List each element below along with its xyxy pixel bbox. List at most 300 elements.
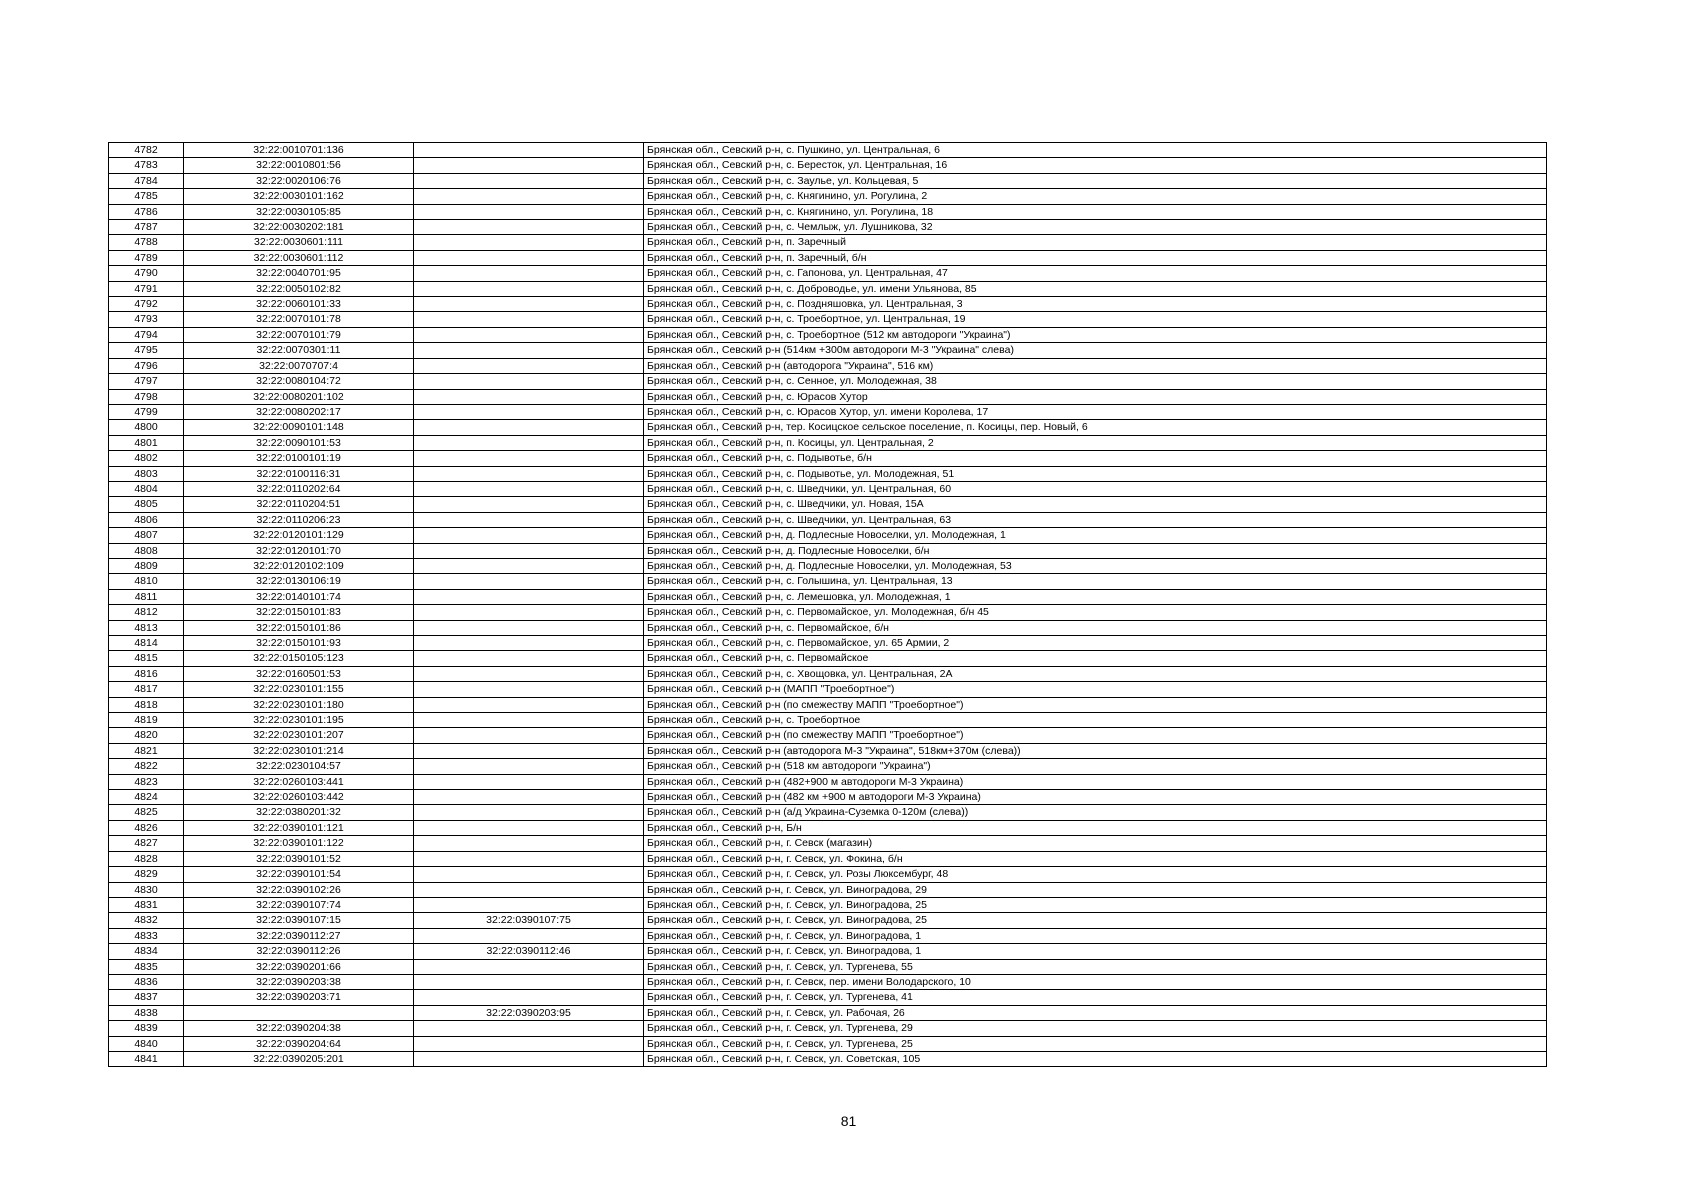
table-row (109, 944, 1547, 959)
table-row (109, 959, 1547, 974)
table-row (109, 636, 1547, 651)
table-row (109, 974, 1547, 989)
table-row (109, 882, 1547, 897)
parent-cadastral-number-cell (414, 897, 644, 912)
parent-cadastral-number-cell (414, 774, 644, 789)
parent-cadastral-number-cell (414, 1021, 644, 1036)
parent-cadastral-number-cell (414, 420, 644, 435)
parent-cadastral-number-cell (414, 1036, 644, 1051)
address-cell: Брянская обл., Севский р-н, д. Подлесные Новоселки, ул. Молодежная, 1 (644, 528, 1547, 543)
cadastral-number-cell: 32:22:0100116:31 (184, 466, 414, 481)
cadastral-number-cell: 32:22:0020106:76 (184, 173, 414, 188)
table-row (109, 451, 1547, 466)
cadastral-number-cell: 32:22:0070707:4 (184, 358, 414, 373)
table-row (109, 481, 1547, 496)
row-number-cell: 4796 (109, 358, 184, 373)
address-cell: Брянская обл., Севский р-н, с. Гапонова, ул. Центральная, 47 (644, 266, 1547, 281)
table-row (109, 1036, 1547, 1051)
row-number-cell: 4833 (109, 928, 184, 943)
address-cell: Брянская обл., Севский р-н, с. Юрасов Хутор, ул. имени Королева, 17 (644, 404, 1547, 419)
cadastral-number-cell: 32:22:0230101:214 (184, 743, 414, 758)
parent-cadastral-number-cell (414, 836, 644, 851)
row-number-cell: 4813 (109, 620, 184, 635)
row-number-cell: 4819 (109, 713, 184, 728)
row-number-cell: 4834 (109, 944, 184, 959)
table-row (109, 728, 1547, 743)
row-number-cell: 4802 (109, 451, 184, 466)
row-number-cell: 4836 (109, 974, 184, 989)
parent-cadastral-number-cell (414, 266, 644, 281)
parent-cadastral-number-cell (414, 528, 644, 543)
row-number-cell: 4786 (109, 204, 184, 219)
cadastral-number-cell: 32:22:0010701:136 (184, 143, 414, 158)
parent-cadastral-number-cell (414, 759, 644, 774)
cadastral-number-cell (184, 1005, 414, 1020)
address-cell: Брянская обл., Севский р-н, с. Чемлыж, ул. Лушникова, 32 (644, 220, 1547, 235)
parent-cadastral-number-cell (414, 327, 644, 342)
parent-cadastral-number-cell (414, 281, 644, 296)
row-number-cell: 4830 (109, 882, 184, 897)
table-row (109, 266, 1547, 281)
table-row (109, 435, 1547, 450)
parent-cadastral-number-cell (414, 173, 644, 188)
parent-cadastral-number-cell: 32:22:0390203:95 (414, 1005, 644, 1020)
address-cell: Брянская обл., Севский р-н, с. Шведчики, ул. Новая, 15А (644, 497, 1547, 512)
cadastral-number-cell: 32:22:0160501:53 (184, 666, 414, 681)
address-cell: Брянская обл., Севский р-н (а/д Украина-Суземка 0-120м (слева)) (644, 805, 1547, 820)
address-cell: Брянская обл., Севский р-н (518 км автодороги "Украина") (644, 759, 1547, 774)
address-cell: Брянская обл., Севский р-н, г. Севск, ул. Советская, 105 (644, 1051, 1547, 1066)
row-number-cell: 4841 (109, 1051, 184, 1066)
parent-cadastral-number-cell (414, 512, 644, 527)
cadastral-number-cell: 32:22:0130106:19 (184, 574, 414, 589)
row-number-cell: 4812 (109, 605, 184, 620)
cadastral-number-cell: 32:22:0070101:79 (184, 327, 414, 342)
parent-cadastral-number-cell (414, 682, 644, 697)
cadastral-number-cell: 32:22:0030601:111 (184, 235, 414, 250)
cadastral-number-cell: 32:22:0390102:26 (184, 882, 414, 897)
table-row (109, 682, 1547, 697)
row-number-cell: 4817 (109, 682, 184, 697)
table-row (109, 189, 1547, 204)
row-number-cell: 4823 (109, 774, 184, 789)
cadastral-number-cell: 32:22:0390101:54 (184, 867, 414, 882)
parent-cadastral-number-cell (414, 374, 644, 389)
parent-cadastral-number-cell (414, 605, 644, 620)
cadastral-number-cell: 32:22:0230101:207 (184, 728, 414, 743)
table-row (109, 605, 1547, 620)
row-number-cell: 4827 (109, 836, 184, 851)
parent-cadastral-number-cell (414, 820, 644, 835)
row-number-cell: 4803 (109, 466, 184, 481)
address-cell: Брянская обл., Севский р-н (автодорога М-3 "Украина", 518км+370м (слева)) (644, 743, 1547, 758)
table-row (109, 1005, 1547, 1020)
parent-cadastral-number-cell (414, 358, 644, 373)
row-number-cell: 4822 (109, 759, 184, 774)
row-number-cell: 4824 (109, 790, 184, 805)
row-number-cell: 4783 (109, 158, 184, 173)
address-cell: Брянская обл., Севский р-н, г. Севск, ул. Виноградова, 25 (644, 913, 1547, 928)
parent-cadastral-number-cell (414, 558, 644, 573)
parent-cadastral-number-cell (414, 743, 644, 758)
cadastral-number-cell: 32:22:0390107:74 (184, 897, 414, 912)
table-row (109, 358, 1547, 373)
parent-cadastral-number-cell (414, 297, 644, 312)
address-cell: Брянская обл., Севский р-н, с. Голышина, ул. Центральная, 13 (644, 574, 1547, 589)
row-number-cell: 4798 (109, 389, 184, 404)
cadastral-number-cell: 32:22:0150105:123 (184, 651, 414, 666)
cadastral-number-cell: 32:22:0390107:15 (184, 913, 414, 928)
row-number-cell: 4809 (109, 558, 184, 573)
table-row (109, 836, 1547, 851)
row-number-cell: 4808 (109, 543, 184, 558)
table-row (109, 743, 1547, 758)
cadastral-number-cell: 32:22:0110206:23 (184, 512, 414, 527)
table-row (109, 851, 1547, 866)
cadastral-number-cell: 32:22:0390203:38 (184, 974, 414, 989)
address-cell: Брянская обл., Севский р-н, г. Севск, ул. Виноградова, 1 (644, 928, 1547, 943)
table-row (109, 343, 1547, 358)
row-number-cell: 4790 (109, 266, 184, 281)
address-cell: Брянская обл., Севский р-н, п. Заречный, б/н (644, 250, 1547, 265)
table-row (109, 420, 1547, 435)
table-row (109, 867, 1547, 882)
table-row (109, 528, 1547, 543)
address-cell: Брянская обл., Севский р-н, с. Заулье, ул. Кольцевая, 5 (644, 173, 1547, 188)
address-cell: Брянская обл., Севский р-н (482+900 м автодороги М-3 Украина) (644, 774, 1547, 789)
table-row (109, 1051, 1547, 1066)
row-number-cell: 4815 (109, 651, 184, 666)
address-cell: Брянская обл., Севский р-н, с. Первомайское, ул. Молодежная, б/н 45 (644, 605, 1547, 620)
cadastral-number-cell: 32:22:0040701:95 (184, 266, 414, 281)
address-cell: Брянская обл., Севский р-н, с. Пушкино, ул. Центральная, 6 (644, 143, 1547, 158)
parent-cadastral-number-cell (414, 574, 644, 589)
address-cell: Брянская обл., Севский р-н, с. Лемешовка, ул. Молодежная, 1 (644, 589, 1547, 604)
cadastral-number-cell: 32:22:0120102:109 (184, 558, 414, 573)
address-cell: Брянская обл., Севский р-н, с. Бересток, ул. Центральная, 16 (644, 158, 1547, 173)
table-row (109, 666, 1547, 681)
cadastral-number-cell: 32:22:0390201:66 (184, 959, 414, 974)
table-row (109, 158, 1547, 173)
row-number-cell: 4811 (109, 589, 184, 604)
row-number-cell: 4799 (109, 404, 184, 419)
row-number-cell: 4801 (109, 435, 184, 450)
address-cell: Брянская обл., Севский р-н, с. Княгинино, ул. Рогулина, 2 (644, 189, 1547, 204)
cadastral-number-cell: 32:22:0120101:70 (184, 543, 414, 558)
table-row (109, 389, 1547, 404)
cadastral-number-cell: 32:22:0100101:19 (184, 451, 414, 466)
cadastral-number-cell: 32:22:0230101:180 (184, 697, 414, 712)
row-number-cell: 4840 (109, 1036, 184, 1051)
cadastral-number-cell: 32:22:0390112:26 (184, 944, 414, 959)
parent-cadastral-number-cell: 32:22:0390107:75 (414, 913, 644, 928)
address-cell: Брянская обл., Севский р-н (автодорога "Украина", 516 км) (644, 358, 1547, 373)
cadastral-number-cell: 32:22:0230101:195 (184, 713, 414, 728)
cadastral-number-cell: 32:22:0110202:64 (184, 481, 414, 496)
cadastral-number-cell: 32:22:0030202:181 (184, 220, 414, 235)
cadastral-number-cell: 32:22:0390204:38 (184, 1021, 414, 1036)
parent-cadastral-number-cell (414, 435, 644, 450)
address-cell: Брянская обл., Севский р-н, г. Севск, пер. имени Володарского, 10 (644, 974, 1547, 989)
cadastral-number-cell: 32:22:0390204:64 (184, 1036, 414, 1051)
table-row (109, 713, 1547, 728)
address-cell: Брянская обл., Севский р-н, г. Севск, ул. Розы Люксембург, 48 (644, 867, 1547, 882)
parent-cadastral-number-cell (414, 928, 644, 943)
parent-cadastral-number-cell (414, 666, 644, 681)
address-cell: Брянская обл., Севский р-н, с. Первомайское, б/н (644, 620, 1547, 635)
cadastral-number-cell: 32:22:0150101:93 (184, 636, 414, 651)
parent-cadastral-number-cell (414, 204, 644, 219)
cadastral-number-cell: 32:22:0390101:122 (184, 836, 414, 851)
address-cell: Брянская обл., Севский р-н, с. Первомайское (644, 651, 1547, 666)
table-row (109, 820, 1547, 835)
table-row (109, 250, 1547, 265)
table-row (109, 173, 1547, 188)
row-number-cell: 4821 (109, 743, 184, 758)
table-row (109, 143, 1547, 158)
cadastral-number-cell: 32:22:0260103:442 (184, 790, 414, 805)
table-row (109, 1021, 1547, 1036)
address-cell: Брянская обл., Севский р-н, г. Севск, ул. Тургенева, 55 (644, 959, 1547, 974)
parent-cadastral-number-cell (414, 867, 644, 882)
address-cell: Брянская обл., Севский р-н, с. Троебортное (644, 713, 1547, 728)
cadastral-number-cell: 32:22:0080104:72 (184, 374, 414, 389)
table-row (109, 774, 1547, 789)
cadastral-number-cell: 32:22:0070101:78 (184, 312, 414, 327)
table-row (109, 990, 1547, 1005)
address-cell: Брянская обл., Севский р-н (МАПП "Троебортное") (644, 682, 1547, 697)
address-cell: Брянская обл., Севский р-н, с. Троебортное, ул. Центральная, 19 (644, 312, 1547, 327)
address-cell: Брянская обл., Севский р-н (по смежеству МАПП "Троебортное") (644, 728, 1547, 743)
parent-cadastral-number-cell (414, 481, 644, 496)
row-number-cell: 4789 (109, 250, 184, 265)
row-number-cell: 4800 (109, 420, 184, 435)
parent-cadastral-number-cell (414, 1051, 644, 1066)
cadastral-number-cell: 32:22:0030101:162 (184, 189, 414, 204)
address-cell: Брянская обл., Севский р-н, д. Подлесные Новоселки, б/н (644, 543, 1547, 558)
parent-cadastral-number-cell: 32:22:0390112:46 (414, 944, 644, 959)
cadastral-number-cell: 32:22:0380201:32 (184, 805, 414, 820)
row-number-cell: 4829 (109, 867, 184, 882)
table-row (109, 697, 1547, 712)
table-row (109, 297, 1547, 312)
parent-cadastral-number-cell (414, 143, 644, 158)
table-row (109, 543, 1547, 558)
parent-cadastral-number-cell (414, 636, 644, 651)
parent-cadastral-number-cell (414, 250, 644, 265)
address-cell: Брянская обл., Севский р-н, с. Поздняшовка, ул. Центральная, 3 (644, 297, 1547, 312)
row-number-cell: 4838 (109, 1005, 184, 1020)
address-cell: Брянская обл., Севский р-н (514км +300м автодороги М-3 "Украина" слева) (644, 343, 1547, 358)
address-cell: Брянская обл., Севский р-н, с. Юрасов Хутор (644, 389, 1547, 404)
address-cell: Брянская обл., Севский р-н, Б/н (644, 820, 1547, 835)
table-row (109, 512, 1547, 527)
row-number-cell: 4837 (109, 990, 184, 1005)
row-number-cell: 4835 (109, 959, 184, 974)
cadastral-number-cell: 32:22:0230104:57 (184, 759, 414, 774)
table-row (109, 790, 1547, 805)
parent-cadastral-number-cell (414, 497, 644, 512)
table-row (109, 759, 1547, 774)
parent-cadastral-number-cell (414, 235, 644, 250)
row-number-cell: 4805 (109, 497, 184, 512)
address-cell: Брянская обл., Севский р-н, с. Шведчики, ул. Центральная, 60 (644, 481, 1547, 496)
cadastral-number-cell: 32:22:0390112:27 (184, 928, 414, 943)
table-row (109, 805, 1547, 820)
address-cell: Брянская обл., Севский р-н, г. Севск, ул. Рабочая, 26 (644, 1005, 1547, 1020)
cadastral-number-cell: 32:22:0090101:53 (184, 435, 414, 450)
address-cell: Брянская обл., Севский р-н, с. Подывотье, б/н (644, 451, 1547, 466)
parent-cadastral-number-cell (414, 990, 644, 1005)
address-cell: Брянская обл., Севский р-н, г. Севск, ул. Виноградова, 25 (644, 897, 1547, 912)
page-number: 81 (840, 1113, 857, 1129)
cadastral-number-cell: 32:22:0150101:86 (184, 620, 414, 635)
parent-cadastral-number-cell (414, 543, 644, 558)
table-row (109, 558, 1547, 573)
row-number-cell: 4825 (109, 805, 184, 820)
row-number-cell: 4810 (109, 574, 184, 589)
row-number-cell: 4784 (109, 173, 184, 188)
address-cell: Брянская обл., Севский р-н, д. Подлесные Новоселки, ул. Молодежная, 53 (644, 558, 1547, 573)
row-number-cell: 4839 (109, 1021, 184, 1036)
cadastral-number-cell: 32:22:0090101:148 (184, 420, 414, 435)
cadastral-number-cell: 32:22:0070301:11 (184, 343, 414, 358)
cadastral-number-cell: 32:22:0140101:74 (184, 589, 414, 604)
row-number-cell: 4794 (109, 327, 184, 342)
address-cell: Брянская обл., Севский р-н, с. Доброводье, ул. имени Ульянова, 85 (644, 281, 1547, 296)
row-number-cell: 4831 (109, 897, 184, 912)
cadastral-number-cell: 32:22:0030601:112 (184, 250, 414, 265)
row-number-cell: 4797 (109, 374, 184, 389)
address-cell: Брянская обл., Севский р-н, г. Севск (магазин) (644, 836, 1547, 851)
parent-cadastral-number-cell (414, 451, 644, 466)
parent-cadastral-number-cell (414, 697, 644, 712)
address-cell: Брянская обл., Севский р-н, с. Сенное, ул. Молодежная, 38 (644, 374, 1547, 389)
row-number-cell: 4804 (109, 481, 184, 496)
cadastral-number-cell: 32:22:0050102:82 (184, 281, 414, 296)
cadastral-number-cell: 32:22:0390101:121 (184, 820, 414, 835)
table-row (109, 235, 1547, 250)
table-row (109, 651, 1547, 666)
row-number-cell: 4816 (109, 666, 184, 681)
parent-cadastral-number-cell (414, 959, 644, 974)
row-number-cell: 4806 (109, 512, 184, 527)
table-row (109, 281, 1547, 296)
address-cell: Брянская обл., Севский р-н, с. Шведчики, ул. Центральная, 63 (644, 512, 1547, 527)
address-cell: Брянская обл., Севский р-н, г. Севск, ул. Тургенева, 41 (644, 990, 1547, 1005)
parent-cadastral-number-cell (414, 189, 644, 204)
table-row (109, 220, 1547, 235)
parent-cadastral-number-cell (414, 589, 644, 604)
address-cell: Брянская обл., Севский р-н, п. Косицы, ул. Центральная, 2 (644, 435, 1547, 450)
table-row (109, 374, 1547, 389)
cadastral-number-cell: 32:22:0010801:56 (184, 158, 414, 173)
cadastral-number-cell: 32:22:0260103:441 (184, 774, 414, 789)
address-cell: Брянская обл., Севский р-н, с. Княгинино, ул. Рогулина, 18 (644, 204, 1547, 219)
cadastral-number-cell: 32:22:0060101:33 (184, 297, 414, 312)
cadastral-number-cell: 32:22:0110204:51 (184, 497, 414, 512)
parent-cadastral-number-cell (414, 466, 644, 481)
address-cell: Брянская обл., Севский р-н, г. Севск, ул. Фокина, б/н (644, 851, 1547, 866)
table-row (109, 928, 1547, 943)
row-number-cell: 4820 (109, 728, 184, 743)
table-row (109, 404, 1547, 419)
parent-cadastral-number-cell (414, 713, 644, 728)
parent-cadastral-number-cell (414, 805, 644, 820)
table-row (109, 913, 1547, 928)
table-row (109, 312, 1547, 327)
address-cell: Брянская обл., Севский р-н, с. Хвощовка, ул. Центральная, 2А (644, 666, 1547, 681)
cadastral-number-cell: 32:22:0120101:129 (184, 528, 414, 543)
row-number-cell: 4785 (109, 189, 184, 204)
row-number-cell: 4832 (109, 913, 184, 928)
table-row (109, 327, 1547, 342)
parent-cadastral-number-cell (414, 312, 644, 327)
cadastral-number-cell: 32:22:0030105:85 (184, 204, 414, 219)
cadastral-number-cell: 32:22:0230101:155 (184, 682, 414, 697)
row-number-cell: 4818 (109, 697, 184, 712)
row-number-cell: 4791 (109, 281, 184, 296)
parent-cadastral-number-cell (414, 620, 644, 635)
parent-cadastral-number-cell (414, 790, 644, 805)
address-cell: Брянская обл., Севский р-н, г. Севск, ул. Виноградова, 29 (644, 882, 1547, 897)
parent-cadastral-number-cell (414, 158, 644, 173)
row-number-cell: 4793 (109, 312, 184, 327)
address-cell: Брянская обл., Севский р-н, тер. Косицское сельское поселение, п. Косицы, пер. Новый, 6 (644, 420, 1547, 435)
table-row (109, 620, 1547, 635)
cadastral-number-cell: 32:22:0080202:17 (184, 404, 414, 419)
table-row (109, 897, 1547, 912)
parent-cadastral-number-cell (414, 389, 644, 404)
cadastral-number-cell: 32:22:0390205:201 (184, 1051, 414, 1066)
row-number-cell: 4826 (109, 820, 184, 835)
row-number-cell: 4814 (109, 636, 184, 651)
parent-cadastral-number-cell (414, 404, 644, 419)
parent-cadastral-number-cell (414, 343, 644, 358)
row-number-cell: 4828 (109, 851, 184, 866)
registry-table-container (108, 142, 1546, 1067)
table-row (109, 574, 1547, 589)
row-number-cell: 4807 (109, 528, 184, 543)
registry-table-body (109, 143, 1547, 1067)
address-cell: Брянская обл., Севский р-н, п. Заречный (644, 235, 1547, 250)
address-cell: Брянская обл., Севский р-н, с. Троебортное (512 км автодороги "Украина") (644, 327, 1547, 342)
parent-cadastral-number-cell (414, 974, 644, 989)
row-number-cell: 4787 (109, 220, 184, 235)
address-cell: Брянская обл., Севский р-н (482 км +900 м автодороги М-3 Украина) (644, 790, 1547, 805)
table-row (109, 204, 1547, 219)
parent-cadastral-number-cell (414, 851, 644, 866)
address-cell: Брянская обл., Севский р-н (по смежеству МАПП "Троебортное") (644, 697, 1547, 712)
parent-cadastral-number-cell (414, 728, 644, 743)
row-number-cell: 4795 (109, 343, 184, 358)
table-row (109, 466, 1547, 481)
table-row (109, 589, 1547, 604)
row-number-cell: 4782 (109, 143, 184, 158)
parent-cadastral-number-cell (414, 651, 644, 666)
address-cell: Брянская обл., Севский р-н, г. Севск, ул. Виноградова, 1 (644, 944, 1547, 959)
address-cell: Брянская обл., Севский р-н, с. Подывотье, ул. Молодежная, 51 (644, 466, 1547, 481)
parent-cadastral-number-cell (414, 882, 644, 897)
address-cell: Брянская обл., Севский р-н, с. Первомайское, ул. 65 Армии, 2 (644, 636, 1547, 651)
cadastral-number-cell: 32:22:0390101:52 (184, 851, 414, 866)
address-cell: Брянская обл., Севский р-н, г. Севск, ул. Тургенева, 25 (644, 1036, 1547, 1051)
cadastral-number-cell: 32:22:0390203:71 (184, 990, 414, 1005)
parent-cadastral-number-cell (414, 220, 644, 235)
cadastral-number-cell: 32:22:0150101:83 (184, 605, 414, 620)
address-cell: Брянская обл., Севский р-н, г. Севск, ул. Тургенева, 29 (644, 1021, 1547, 1036)
row-number-cell: 4788 (109, 235, 184, 250)
